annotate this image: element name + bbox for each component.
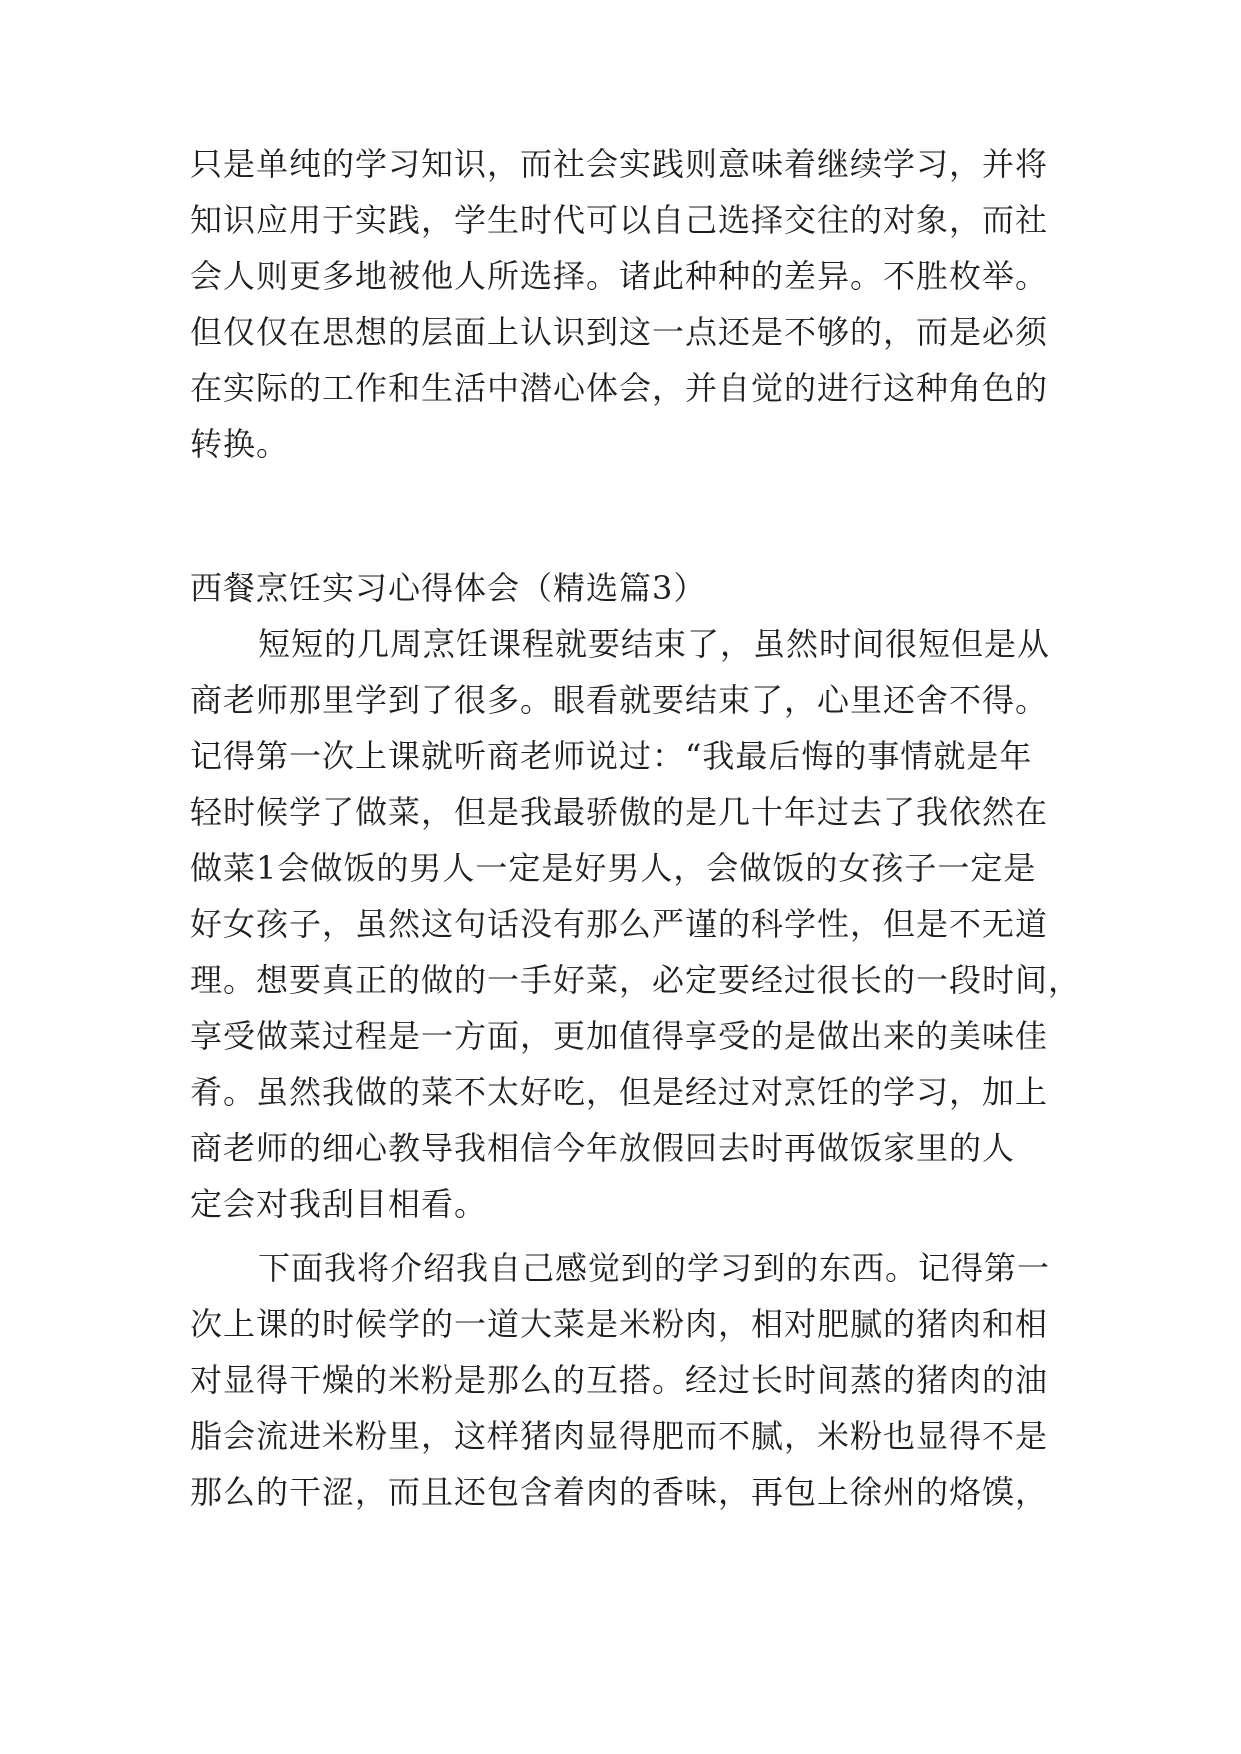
text-line: 商老师那里学到了很多。眼看就要结束了，心里还舍不得。 bbox=[190, 681, 1049, 719]
text-line: 定会对我刮目相看。 bbox=[190, 1185, 488, 1223]
text-line: 肴。虽然我做的菜不太好吃，但是经过对烹饪的学习，加上 bbox=[190, 1073, 1049, 1111]
section-heading: 西餐烹饪实习心得体会（精选篇3） bbox=[190, 569, 707, 607]
text-line: 在实际的工作和生活中潜心体会，并自觉的进行这种角色的 bbox=[190, 369, 1049, 407]
text-line: 下面我将介绍我自己感觉到的学习到的东西。记得第一 bbox=[258, 1249, 1051, 1287]
text-line: 享受做菜过程是一方面，更加值得享受的是做出来的美味佳 bbox=[190, 1017, 1049, 1055]
text-line: 转换。 bbox=[190, 425, 290, 463]
text-line: 脂会流进米粉里，这样猪肉显得肥而不腻，米粉也显得不是 bbox=[190, 1417, 1049, 1455]
text-line: 短短的几周烹饪课程就要结束了，虽然时间很短但是从 bbox=[258, 625, 1051, 663]
text-line: 记得第一次上课就听商老师说过：“我最后悔的事情就是年 bbox=[190, 737, 1033, 775]
text-line: 知识应用于实践，学生时代可以自己选择交往的对象，而社 bbox=[190, 201, 1049, 239]
text-line: 会人则更多地被他人所选择。诸此种种的差异。不胜枚举。 bbox=[190, 257, 1049, 295]
text-line: 次上课的时候学的一道大菜是米粉肉，相对肥腻的猪肉和相 bbox=[190, 1305, 1049, 1343]
text-line: 做菜1会做饭的男人一定是好男人，会做饭的女孩子一定是 bbox=[190, 849, 1037, 887]
text-line: 商老师的细心教导我相信今年放假回去时再做饭家里的人 bbox=[190, 1129, 1016, 1167]
text-line: 但仅仅在思想的层面上认识到这一点还是不够的，而是必须 bbox=[190, 313, 1049, 351]
text-line: 轻时候学了做菜，但是我最骄傲的是几十年过去了我依然在 bbox=[190, 793, 1049, 831]
text-line: 那么的干涩，而且还包含着肉的香味，再包上徐州的烙馍， bbox=[190, 1473, 1049, 1511]
text-line: 好女孩子，虽然这句话没有那么严谨的科学性，但是不无道 bbox=[190, 905, 1049, 943]
text-line: 理。想要真正的做的一手好菜，必定要经过很长的一段时间， bbox=[190, 961, 1082, 999]
text-line: 对显得干燥的米粉是那么的互搭。经过长时间蒸的猪肉的油 bbox=[190, 1361, 1049, 1399]
text-line: 只是单纯的学习知识，而社会实践则意味着继续学习，并将 bbox=[190, 145, 1049, 183]
